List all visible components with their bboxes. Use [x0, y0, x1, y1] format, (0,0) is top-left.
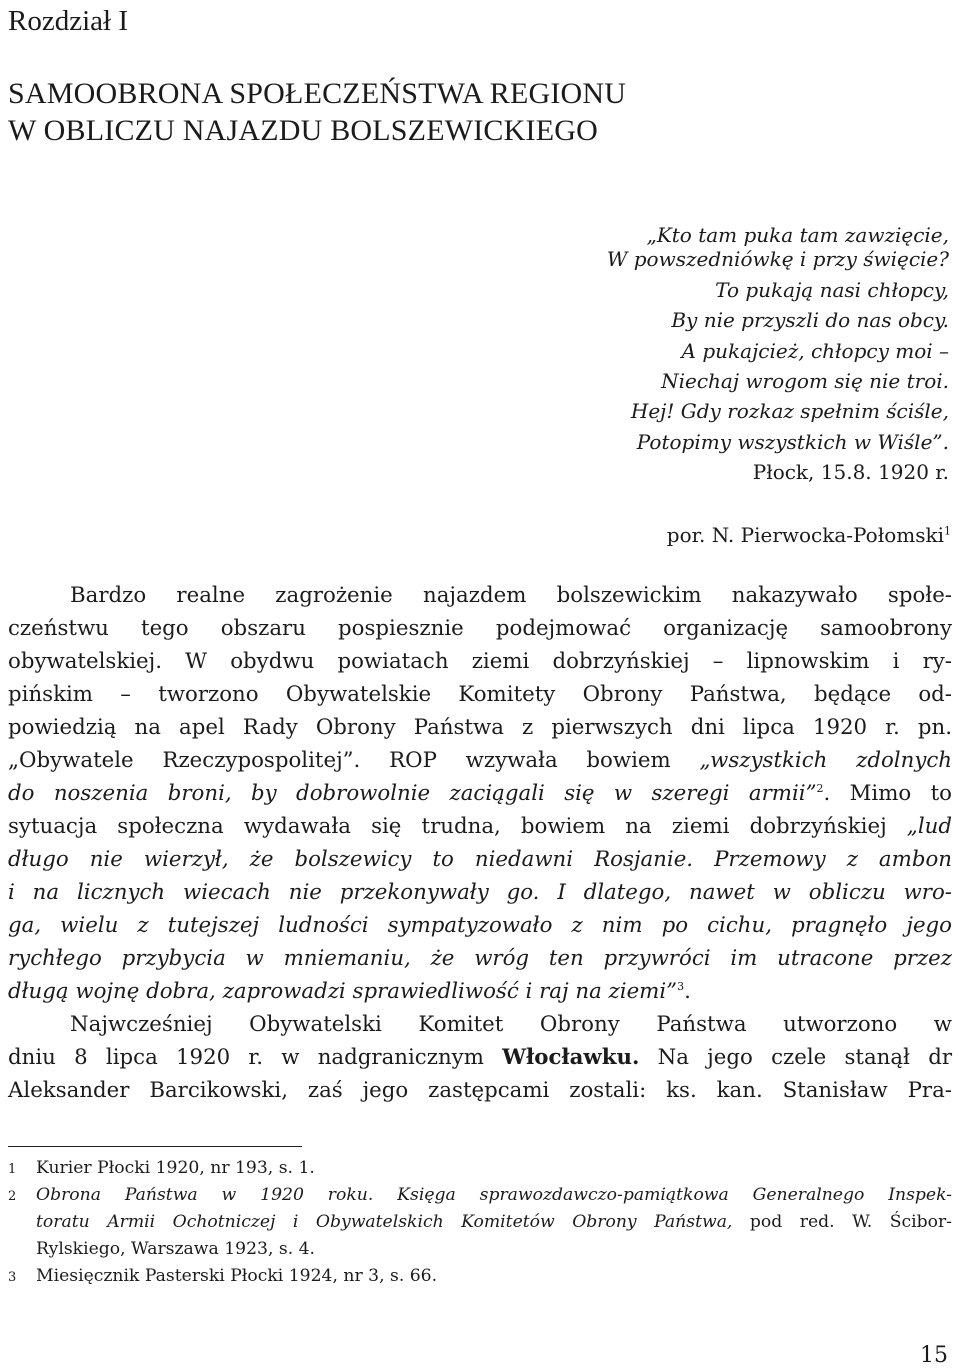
body-text: dniu 8 lipca 1920 r. w nadgranicznym — [8, 1045, 503, 1070]
body-line — [8, 1042, 952, 1074]
quote-text: „wszystkich zdolnych — [699, 748, 952, 773]
body-line: długo nie wierzył, że bolszewicy to niedawni Rosjanie. Przemowy z ambon — [8, 847, 952, 872]
body-text: Na jego czele stanął dr — [639, 1045, 953, 1070]
body-line: ga, wielu z tutejszej ludności sympatyzowało z nim po cichu, pragnęło jego — [8, 913, 952, 938]
quote-text: do noszenia broni, by dobrowolnie zaciągali się w szeregi armii” — [8, 781, 817, 806]
chapter-heading: Rozdział I — [8, 5, 128, 37]
footnote-number: 2 — [8, 1189, 17, 1204]
footnote-text: Miesięcznik Pasterski Płocki 1924, nr 3, s. 66. — [36, 1266, 438, 1286]
footnote-ref: 2 — [816, 781, 824, 795]
footnote-ref: 3 — [677, 979, 685, 993]
body-line: czeństwu tego obszaru pospiesznie podejmować organizację samoobrony — [8, 616, 952, 641]
body-line: Aleksander Barcikowski, zaś jego zastępcami zostali: ks. kan. Stanisław Pra- — [8, 1078, 952, 1103]
footnote-number: 3 — [8, 1270, 17, 1285]
epigraph-line: W powszedniówkę i przy święcie? — [606, 247, 949, 271]
footnote-number: 1 — [8, 1162, 17, 1177]
epigraph-line: Niechaj wrogom się nie troi. — [661, 369, 949, 393]
epigraph-line: A pukajcież, chłopcy moi – — [681, 339, 949, 363]
epigraph-line: To pukają nasi chłopcy, — [715, 278, 949, 302]
epigraph-line: „Kto tam puka tam zawzięcie, — [646, 223, 949, 247]
footnote-title: toratu Armii Ochotniczej i Obywatelskich Komitetów Obrony Państwa, — [36, 1212, 733, 1232]
body-line: Najwcześniej Obywatelski Komitet Obrony Państwa utworzono w — [70, 1012, 952, 1037]
body-line: rychłego przybycia w mniemaniu, że wróg ten przywróci im utracone przez — [8, 946, 952, 971]
body-text: „Obywatele Rzeczypospolitej”. ROP wzywała bowiem — [8, 748, 700, 773]
epigraph-line: Hej! Gdy rozkaz spełnim ściśle, — [630, 399, 949, 423]
body-line: Bardzo realne zagrożenie najazdem bolszewickim nakazywało społe- — [70, 583, 952, 608]
footnote-source: pod red. W. Ścibor- — [732, 1212, 952, 1232]
footnote-text: Obrona Państwa w 1920 roku. Księga sprawozdawczo-pamiątkowa Generalnego Inspek- — [36, 1185, 952, 1205]
body-text: . Mimo to — [823, 781, 952, 806]
body-line — [8, 778, 952, 810]
body-line: obywatelskiej. W obydwu powiatach ziemi dobrzyńskiej – lipnowskim i ry- — [8, 649, 952, 674]
footnote-text — [36, 1209, 952, 1235]
footnote-ref: 1 — [944, 524, 951, 538]
body-text: . — [684, 979, 691, 1004]
footnote-separator — [8, 1146, 302, 1147]
body-line: pińskim – tworzono Obywatelskie Komitety Obrony Państwa, będące od- — [8, 682, 952, 707]
footnote-text: Kurier Płocki 1920, nr 193, s. 1. — [36, 1158, 315, 1178]
body-line: i na licznych wiecach nie przekonywały go. I dlatego, nawet w obliczu wro- — [8, 880, 952, 905]
body-line — [8, 976, 952, 1008]
body-line — [8, 745, 952, 777]
chapter-title-line-1: SAMOOBRONA SPOŁECZEŃSTWA REGIONU — [8, 77, 627, 110]
page-number: 15 — [920, 1343, 948, 1368]
body-text: sytuacja społeczna wydawała się trudna, bowiem na ziemi dobrzyńskiej — [8, 814, 907, 839]
epigraph-attribution — [667, 521, 951, 549]
chapter-title-line-2: W OBLICZU NAJAZDU BOLSZEWICKIEGO — [8, 114, 598, 147]
place-name: Włocławku. — [502, 1045, 640, 1070]
quote-text: długą wojnę dobra, zaprowadzi sprawiedliwość i raj na ziemi” — [8, 979, 678, 1004]
body-line: powiedzią na apel Rady Obrony Państwa z pierwszych dni lipca 1920 r. pn. — [8, 715, 952, 740]
epigraph-line: Potopimy wszystkich w Wiśle”. — [636, 430, 949, 454]
epigraph-line: By nie przyszli do nas obcy. — [671, 308, 949, 332]
body-line — [8, 811, 952, 843]
quote-text: „lud — [906, 814, 952, 839]
epigraph-date: Płock, 15.8. 1920 r. — [752, 460, 949, 484]
footnote-text: Rylskiego, Warszawa 1923, s. 4. — [36, 1239, 316, 1259]
epigraph-author: por. N. Pierwocka-Połomski — [666, 523, 944, 547]
